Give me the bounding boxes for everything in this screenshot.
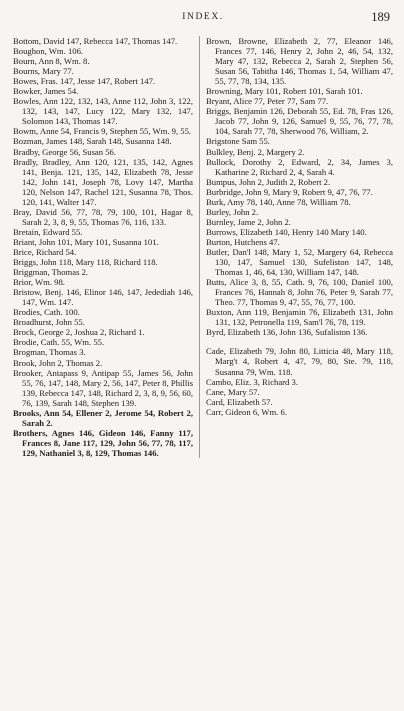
index-entry: Brooks, Ann 54, Ellener 2, Jerome 54, Robert 2, Sarah 2.: [13, 407, 193, 428]
index-entry: Bourn, Ann 8, Wm. 8.: [13, 56, 90, 67]
index-entry: Bumpus, John 2, Judith 2, Robert 2.: [206, 176, 331, 187]
index-entry: Brodies, Cath. 100.: [13, 307, 80, 318]
index-entry: Bowes, Fras. 147, Jesse 147, Robert 147.: [13, 76, 156, 87]
index-entry: Burbridge, John 9, Mary 9, Robert 9, 47, 76, 77.: [206, 186, 373, 197]
index-entry: Bulkley, Benj. 2, Margery 2.: [206, 146, 305, 157]
index-entry: Brodie, Cath. 55, Wm. 55.: [13, 337, 105, 348]
page-number: 189: [371, 10, 390, 24]
index-entry: Burley, John 2.: [206, 206, 259, 217]
page-header: [13, 10, 393, 26]
index-entry: Brown, Browne, Elizabeth 2, 77, Eleanor 146, Frances 77, 146, Henry 2, John 2, 46, 54, 132, Mary 47, 132, Rebecca 2, Sarah 2, Stephen 56, Susan 56, Tabitha 146, Thomas 1, 54, William 47, 55, 77, 78, 134, 135.: [206, 36, 393, 87]
index-entry: Brior, Wm. 98.: [13, 277, 65, 288]
index-entry: Cade, Elizabeth 79, John 80, Litticia 48, Mary 118, Marg't 4, Robert 4, 47, 79, 80, Ste. 79, 118, Susanna 79, Wm. 118.: [206, 346, 393, 377]
index-entry: Briggs, Benjamin 126, Deborah 55, Ed. 78, Fras 126, Jacob 77, John 9, 126, Samuel 9, 55, 76, 77, 78, 104, Sarah 77, 78, Sherwood 76, William, 2.: [206, 106, 393, 137]
index-entry: Bray, David 56, 77, 78, 79, 100, 101, Hagar 8, Sarah 2, 3, 8, 9, 55, Thomas 76, 116, 133.: [13, 206, 193, 227]
index-entry: Butts, Alice 3, 8, 55, Cath. 9, 76, 100, Daniel 100, Frances 76, Hannah 8, John 76, Peter 9, Sarah 77, Theo. 77, Thomas 9, 47, 55, 76, 77, 100.: [206, 277, 393, 308]
index-entry: Burton, Hutchens 47.: [206, 236, 280, 247]
index-entry: Burrows, Elizabeth 140, Henry 140 Mary 140.: [206, 226, 367, 237]
index-entry: Bowles, Ann 122, 132, 143, Anne 112, John 3, 122, 132, 143, 147, Lucy 122, Mary 132, 147, Solomon 143, Thomas 147.: [13, 96, 193, 127]
index-entry: Buxton, Ann 119, Benjamin 76, Elizabeth 131, John 131, 132, Petronella 119, Sam'l 76, 78, 119.: [206, 307, 393, 328]
index-entry: Burnley, Jame 2, John 2.: [206, 216, 291, 227]
index-entry: Carr, Gideon 6, Wm. 6.: [206, 406, 287, 417]
index-entry: Burk, Amy 78, 140, Anne 78, William 78.: [206, 196, 351, 207]
index-columns: [13, 36, 393, 458]
index-entry: Bretain, Edward 55.: [13, 226, 83, 237]
index-entry: Bradby, George 56, Susan 56.: [13, 146, 117, 157]
index-entry: Byrd, Elizabeth 136, John 136, Sufaliston 136.: [206, 327, 368, 338]
index-entry: Brogman, Thomas 3.: [13, 347, 86, 358]
index-entry: Broadhurst, John 55.: [13, 317, 85, 328]
index-entry: Browning, Mary 101, Robert 101, Sarah 101.: [206, 86, 363, 97]
left-column: [13, 36, 199, 458]
index-entry: Bristow, Benj. 146, Elinor 146, 147, Jedediah 146, 147, Wm. 147.: [13, 287, 193, 308]
index-entry: Bowm, Anne 54, Francis 9, Stephen 55, Wm. 9, 55.: [13, 126, 192, 137]
index-entry: Bourns, Mary 77.: [13, 66, 74, 77]
index-entry: Briant, John 101, Mary 101, Susanna 101.: [13, 236, 159, 247]
index-entry: Briggs, John 118, Mary 118, Richard 118.: [13, 257, 158, 268]
index-entry: Brooker, Antapass 9, Antipap 55, James 56, John 55, 76, 147, 148, Mary 2, 56, 147, Peter 8, Phillis 139, Rebecca 147, 148, Richard 2, 3, 8, 9, 56, 60, 76, 139, Sarah 148, Stephen 139.: [13, 367, 193, 408]
index-entry: Bozman, James 148, Sarah 148, Susanna 148.: [13, 136, 172, 147]
index-entry: Bryant, Alice 77, Peter 77, Sam 77.: [206, 96, 329, 107]
index-entry: Cane, Mary 57.: [206, 386, 260, 397]
index-entry: Bradly, Bradley, Ann 120, 121, 135, 142, Agnes 141, Benja. 121, 135, 142, Elizabeth 78, Jesse 142, John 141, Joseph 78, Lovy 147, Martha 120, Nelson 147, Rachel 121, Susanna 78, Thos. 120, 141, Walter 147.: [13, 156, 193, 207]
index-entry: Bowker, James 54.: [13, 86, 79, 97]
index-entry: Bullock, Dorothy 2, Edward, 2, 34, James 3, Katharine 2, Richard 2, 4, Sarah 4.: [206, 156, 393, 177]
index-entry: Card, Elizabeth 57.: [206, 396, 273, 407]
index-entry: Briggman, Thomas 2.: [13, 267, 89, 278]
index-entry: Cambo, Eliz. 3, Richard 3.: [206, 376, 298, 387]
index-entry: Bottom, David 147, Rebecca 147, Thomas 147.: [13, 36, 178, 46]
index-entry: Brothers, Agnes 146, Gideon 146, Fanny 117, Frances 8, Jane 117, 129, John 56, 77, 78, 117, 129, Nathaniel 3, 8, 129, Thomas 146.: [13, 427, 193, 458]
index-entry: Brook, John 2, Thomas 2.: [13, 357, 103, 368]
index-entry: Brigstone Sam 55.: [206, 136, 270, 147]
section-gap: [206, 337, 393, 346]
index-entry: Boughon, Wm. 106.: [13, 46, 84, 57]
page-title: INDEX.: [182, 12, 224, 22]
index-entry: Butler, Dan'l 148, Mary 1, 52, Margery 64, Rebecca 130, 147, Samuel 130, Sufeliston 147, 148, Thomas 1, 46, 64, 130, William 147, 148.: [206, 246, 393, 278]
index-entry: Brock, George 2, Joshua 2, Richard 1.: [13, 327, 145, 338]
index-entry: Brice, Richard 54.: [13, 246, 77, 257]
right-column: [199, 36, 393, 458]
